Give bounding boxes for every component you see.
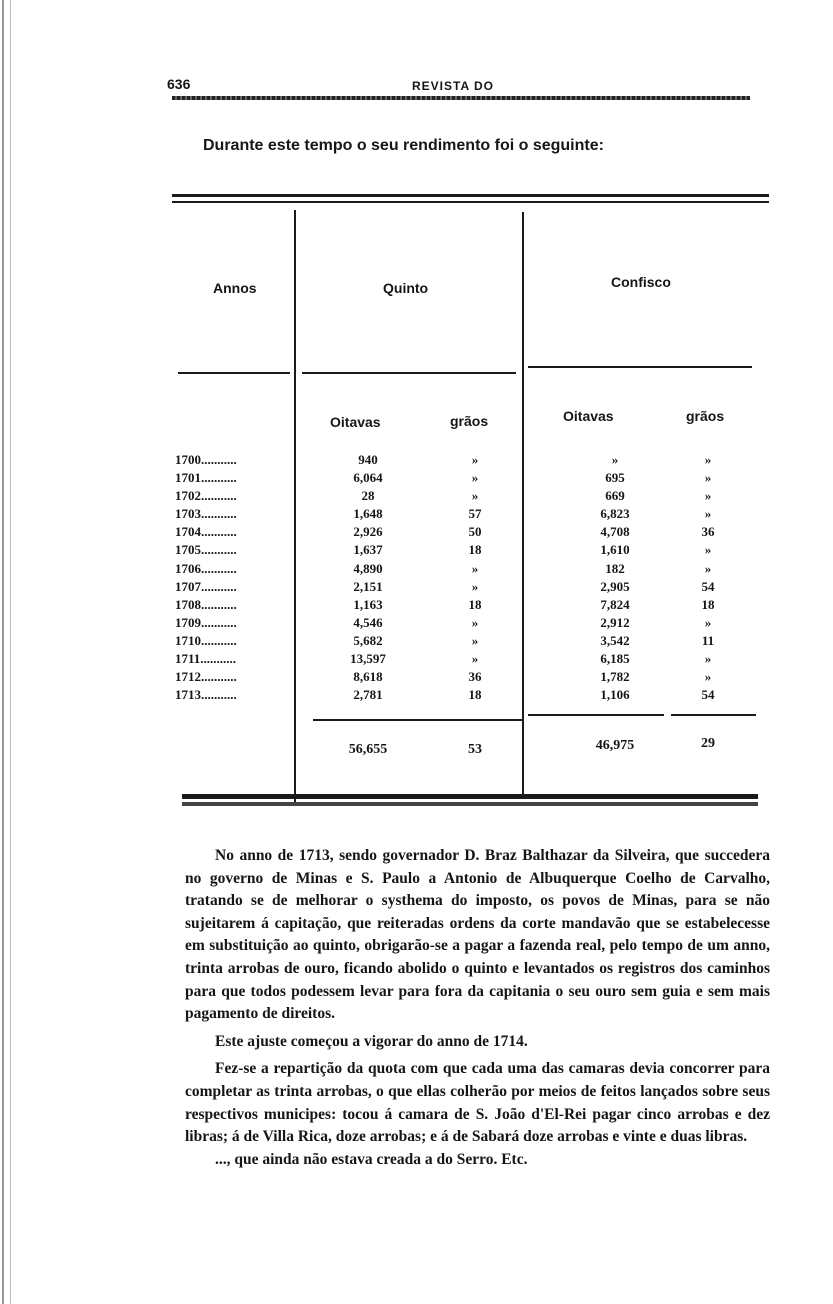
value-cell: 4,546: [353, 614, 383, 630]
year-cell: 1708 .....: [175, 596, 295, 614]
value-cell: 13,597: [350, 651, 386, 667]
col-quinto: Quinto: [383, 280, 429, 296]
value-cell: 669: [605, 488, 625, 504]
total-quinto-graos: 53: [468, 742, 482, 757]
quinto-oitavas-column: [338, 451, 398, 704]
quinto-total-rule: [313, 719, 523, 721]
value-cell: »: [704, 488, 712, 504]
total-confisco-oitavas: 46,975: [595, 738, 635, 753]
value-cell: 3,542: [600, 632, 630, 648]
paragraph-1: No anno de 1713, sendo governador D. Braz Balthazar da Silveira, que succedera no governo de Minas e S. Paulo a Antonio de Albuquerque Coelho de Carvalho, tratando se de melhorar o systhema do imposto, os povos de Minas, para se não sujeitarem á capitação, que reiteradas ordens da corte mandavão que se estabelecesse em substituição ao quinto, obrigarão-se a pagar a fazenda real, pelo tempo de um anno, trinta arrobas de ouro, ficando abolido o quinto e levantados os registros dos caminhos para que todos podessem levar para fora da capitania o seu ouro sem guia e sem mais pagamento de direitos.: [185, 847, 770, 1023]
value-cell: 54: [701, 687, 715, 703]
value-cell: »: [471, 560, 479, 576]
confisco-graos-column: [688, 451, 728, 704]
value-cell: »: [471, 452, 479, 467]
running-title: REVISTA DO: [412, 79, 495, 93]
sub-quinto-graos: grãos: [450, 413, 489, 429]
sub-confisco-graos: grãos: [686, 408, 725, 424]
year-cell: 1711 .....: [175, 650, 295, 668]
value-cell: »: [471, 651, 479, 667]
paragraph-4: ..., que ainda não estava creada a do Serro. Etc.: [215, 1150, 528, 1168]
value-cell: 1,610: [600, 542, 630, 558]
value-cell: 5,682: [353, 632, 383, 648]
table-bottom-rule-2: [182, 802, 758, 806]
value-cell: 36: [701, 524, 715, 540]
year-cell: 1710 .....: [175, 632, 295, 650]
value-cell: 18: [701, 596, 715, 612]
sub-quinto-oitavas: Oitavas: [330, 414, 381, 430]
year-column: [175, 451, 295, 704]
value-cell: »: [704, 470, 712, 486]
header-rule: [172, 96, 750, 100]
value-cell: 54: [701, 578, 715, 594]
value-cell: »: [704, 542, 712, 558]
value-cell: »: [704, 452, 712, 467]
value-cell: 6,064: [353, 470, 383, 486]
value-cell: 11: [701, 632, 715, 648]
col-divider-2: [522, 212, 524, 798]
value-cell: 57: [468, 506, 482, 522]
value-cell: 2,151: [353, 578, 383, 594]
value-cell: 50: [468, 524, 482, 540]
value-cell: »: [704, 651, 712, 667]
confisco-gr-total-rule: [671, 714, 756, 716]
value-cell: 7,824: [600, 596, 630, 612]
paragraph-3: Fez-se a repartição da quota com que cada uma das camaras devia concorrer para completar as trinta arrobas, o que ellas colherão por meios de feitos lançados sobre seus respectivos municipes: tocou á camara de S. João d'El-Rei pagar cinco arrobas e dez libras; á de Villa Rica, doze arrobas; e á de Sabará doze arrobas e vinte e duas libras.: [185, 1060, 770, 1146]
year-cell: 1707 .....: [175, 578, 295, 596]
value-cell: 1,637: [353, 542, 383, 558]
value-cell: »: [611, 452, 619, 467]
value-cell: »: [704, 614, 712, 630]
year-cell: 1702 .....: [175, 487, 295, 505]
value-cell: »: [704, 506, 712, 522]
value-cell: 28: [361, 488, 375, 504]
sub-confisco-oitavas: Oitavas: [563, 408, 614, 424]
year-cell: 1709 .....: [175, 614, 295, 632]
confisco-oitavas-column: [585, 451, 645, 704]
value-cell: 6,185: [600, 651, 630, 667]
value-cell: 2,912: [600, 614, 630, 630]
table-bottom-rule: [182, 794, 758, 799]
value-cell: 18: [468, 687, 482, 703]
value-cell: 2,905: [600, 578, 630, 594]
value-cell: 1,163: [353, 596, 383, 612]
value-cell: »: [471, 578, 479, 594]
value-cell: »: [471, 488, 479, 504]
table-top-rule: [172, 194, 769, 197]
value-cell: 6,823: [600, 506, 630, 522]
value-cell: 940: [358, 452, 378, 467]
total-confisco-graos: 29: [701, 736, 715, 751]
page-edge-rule: [2, 0, 11, 1304]
col-confisco: Confisco: [611, 274, 671, 290]
value-cell: »: [704, 669, 712, 685]
value-cell: 1,782: [600, 669, 630, 685]
year-cell: 1700 .....: [175, 451, 295, 469]
year-cell: 1706 .....: [175, 560, 295, 578]
year-cell: 1712 .....: [175, 668, 295, 686]
year-cell: 1703 .....: [175, 505, 295, 523]
paragraph-2: Este ajuste começou a vigorar do anno de 1714.: [215, 1032, 528, 1050]
quinto-head-rule: [302, 372, 516, 374]
confisco-oit-total-rule: [528, 714, 664, 716]
col-annos: Annos: [213, 280, 257, 296]
value-cell: 1,648: [353, 506, 383, 522]
annos-head-rule: [178, 372, 290, 374]
value-cell: »: [471, 632, 479, 648]
table-top-rule-2: [172, 201, 769, 203]
value-cell: 8,618: [353, 669, 383, 685]
quinto-graos-column: [455, 451, 495, 704]
value-cell: 18: [468, 596, 482, 612]
year-cell: 1701 .....: [175, 469, 295, 487]
value-cell: »: [471, 614, 479, 630]
value-cell: 182: [605, 560, 625, 576]
value-cell: 2,781: [353, 687, 383, 703]
value-cell: »: [471, 470, 479, 486]
year-cell: 1713 .....: [175, 686, 295, 704]
year-cell: 1705 .....: [175, 541, 295, 559]
value-cell: 2,926: [353, 524, 383, 540]
body-text: [185, 845, 770, 1171]
value-cell: 695: [605, 470, 625, 486]
value-cell: 36: [468, 669, 482, 685]
confisco-head-rule: [528, 366, 752, 368]
page-number: 636: [167, 76, 191, 92]
total-quinto-oitavas: 56,655: [348, 742, 388, 757]
value-cell: 1,106: [600, 687, 630, 703]
value-cell: 18: [468, 542, 482, 558]
value-cell: 4,708: [600, 524, 630, 540]
intro-line: Durante este tempo o seu rendimento foi o seguinte:: [203, 137, 604, 154]
year-cell: 1704 .....: [175, 523, 295, 541]
value-cell: 4,890: [353, 560, 383, 576]
value-cell: »: [704, 560, 712, 576]
